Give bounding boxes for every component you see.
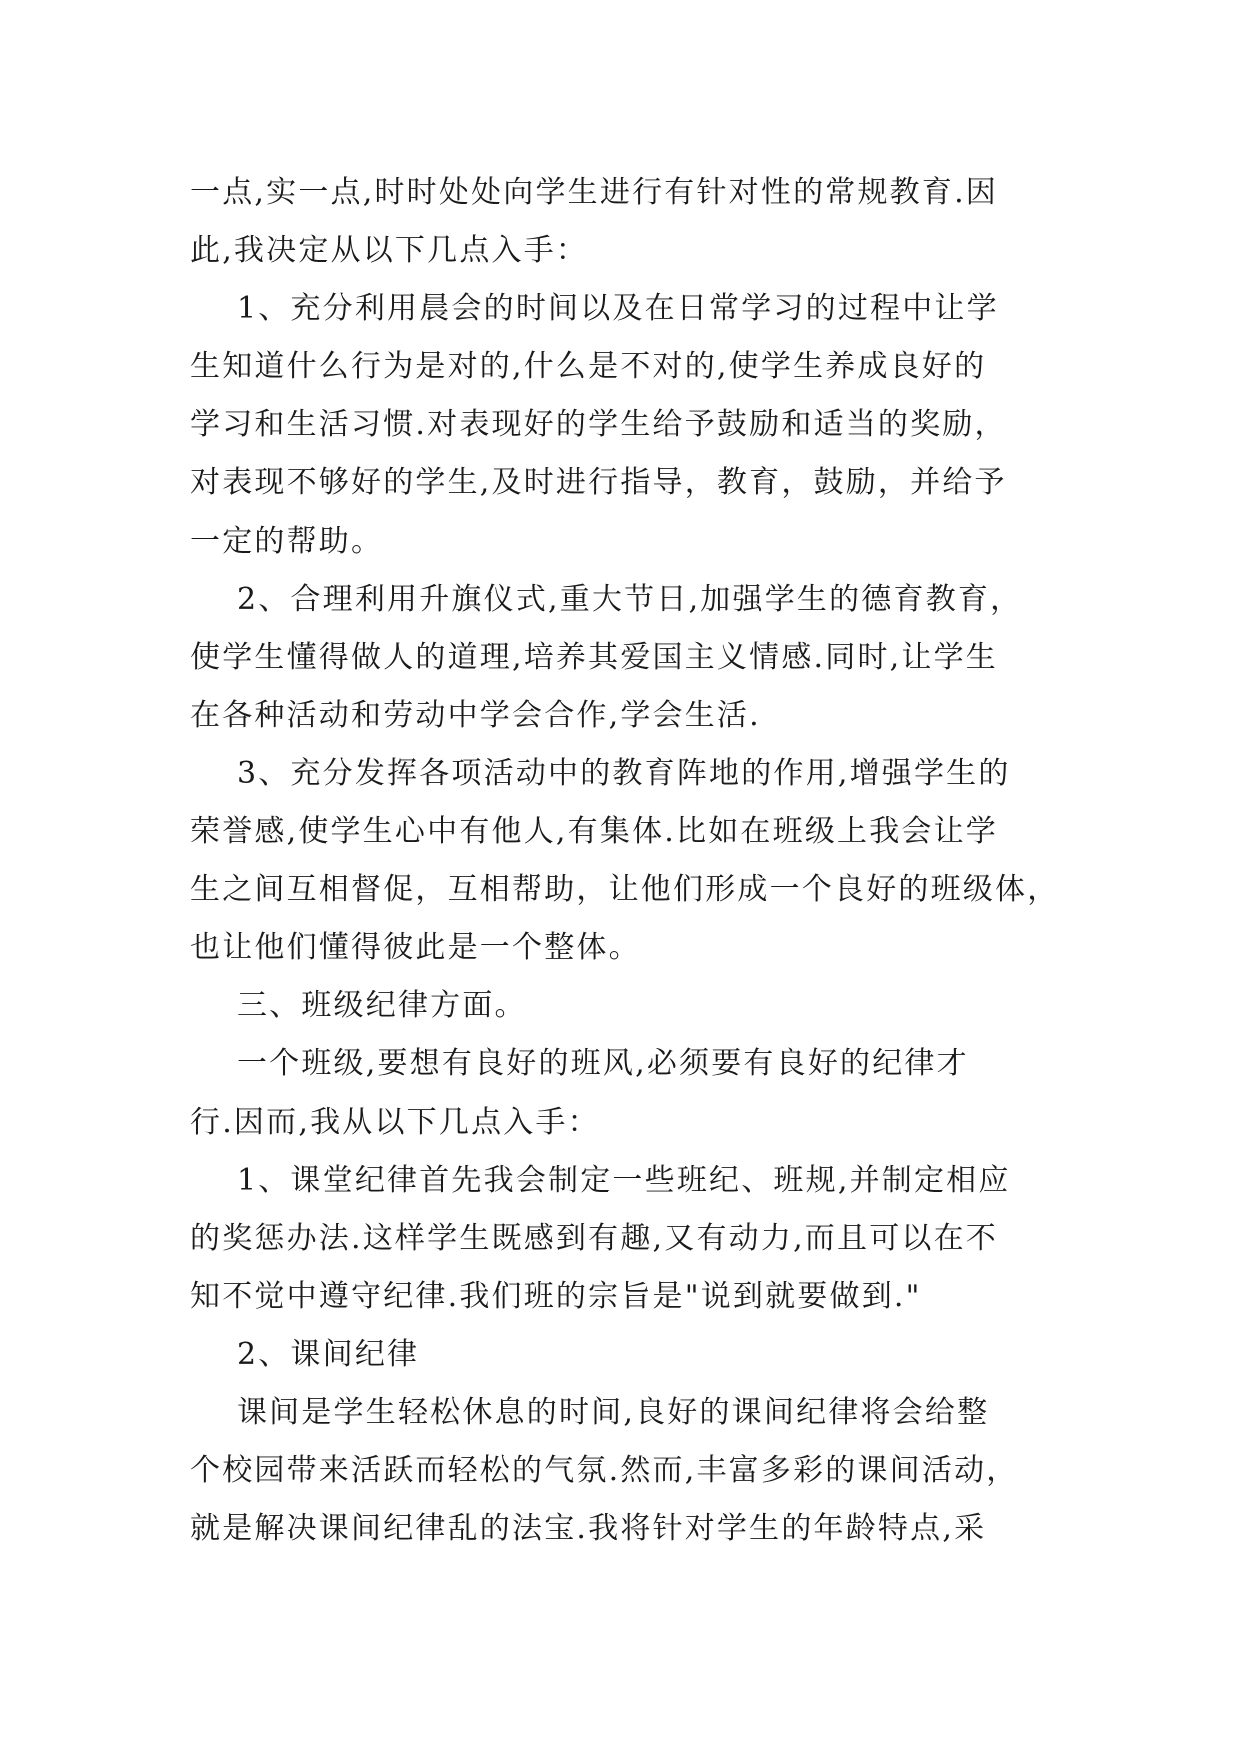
subsection-heading: 2、课间纪律 [190, 1336, 420, 1372]
text-line: 一定的帮助。 [190, 523, 384, 559]
text-line: 学习和生活习惯.对表现好的学生给予鼓励和适当的奖励， [190, 407, 1007, 443]
text-line: 的奖惩办法.这样学生既感到有趣,又有动力,而且可以在不 [190, 1220, 999, 1256]
text-line: 3、充分发挥各项活动中的教育阵地的作用,增强学生的 [190, 755, 1011, 791]
text-line: 对表现不够好的学生,及时进行指导，教育，鼓励，并给予 [190, 465, 1007, 501]
text-line: 使学生懂得做人的道理,培养其爱国主义情感.同时,让学生 [190, 639, 999, 675]
text-line: 此,我决定从以下几点入手： [190, 233, 589, 269]
text-line: 生之间互相督促，互相帮助，让他们形成一个良好的班级体， [190, 872, 1060, 908]
text-line: 1、充分利用晨会的时间以及在日常学习的过程中让学 [190, 291, 999, 327]
text-line: 在各种活动和劳动中学会合作,学会生活. [190, 697, 761, 733]
text-line: 2、合理利用升旗仪式,重大节日,加强学生的德育教育， [190, 581, 1023, 617]
text-line: 个校园带来活跃而轻松的气氛.然而,丰富多彩的课间活动， [190, 1453, 1019, 1489]
text-line: 行.因而,我从以下几点入手： [190, 1104, 600, 1140]
text-line: 也让他们懂得彼此是一个整体。 [190, 930, 641, 966]
text-line: 荣誉感,使学生心中有他人,有集体.比如在班级上我会让学 [190, 814, 999, 850]
text-line: 课间是学生轻松休息的时间,良好的课间纪律将会给整 [190, 1394, 990, 1430]
text-line: 1、课堂纪律首先我会制定一些班纪、班规,并制定相应 [190, 1162, 1011, 1198]
text-line: 知不觉中遵守纪律.我们班的宗旨是"说到就要做到." [190, 1278, 922, 1314]
text-line: 一个班级,要想有良好的班风,必须要有良好的纪律才 [190, 1046, 969, 1082]
text-line: 一点,实一点,时时处处向学生进行有针对性的常规教育.因 [190, 175, 999, 210]
section-heading: 三、班级纪律方面。 [190, 988, 527, 1024]
text-line: 就是解决课间纪律乱的法宝.我将针对学生的年龄特点,采 [190, 1511, 987, 1547]
body-text [190, 164, 1070, 1558]
text-line: 生知道什么行为是对的,什么是不对的,使学生养成良好的 [190, 349, 987, 385]
